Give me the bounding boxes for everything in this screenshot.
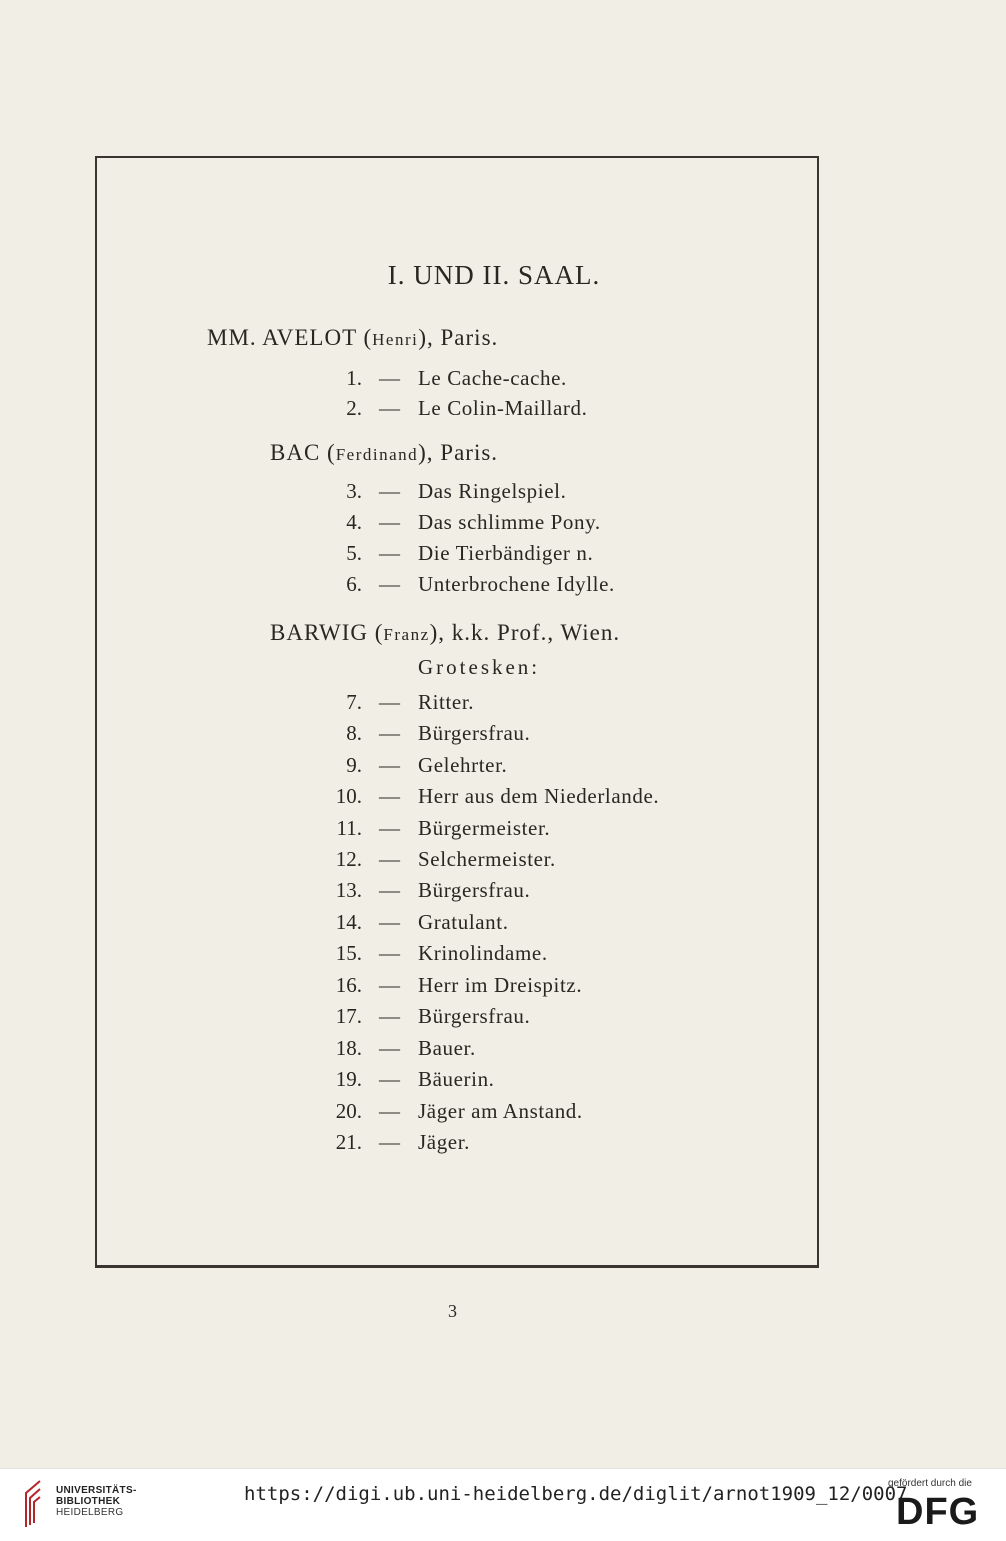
- artist-firstname: Franz: [383, 625, 430, 644]
- dfg-logo: DFG: [896, 1491, 980, 1533]
- item-number: 2.: [346, 396, 362, 420]
- item-number: 6.: [346, 572, 362, 596]
- item-number: 7.: [346, 690, 362, 714]
- item-number: 3.: [346, 479, 362, 503]
- subheading-grotesken: Grotesken:: [418, 655, 541, 679]
- item-dash: —: [379, 510, 400, 534]
- item-title: Herr aus dem Niederlande.: [418, 784, 660, 808]
- page-title: I. UND II. SAAL.: [387, 260, 601, 290]
- artist-city: ), Paris.: [418, 440, 499, 465]
- artist-firstname: Ferdinand: [335, 445, 419, 464]
- item-dash: —: [379, 878, 400, 902]
- item-title: Bäuerin.: [418, 1067, 495, 1091]
- item-dash: —: [379, 479, 400, 503]
- artist-heading-bac: [270, 441, 498, 464]
- item-number: 1.: [346, 366, 362, 390]
- item-dash: —: [379, 973, 400, 997]
- item-dash: —: [379, 690, 400, 714]
- library-line-1: UNIVERSITÄTS-: [56, 1485, 137, 1496]
- item-title: Die Tierbändiger n.: [418, 541, 594, 565]
- page-number: 3: [448, 1301, 457, 1321]
- artist-city: ), Paris.: [418, 325, 499, 350]
- item-title: Bürgersfrau.: [418, 878, 531, 902]
- library-logo-icon: [22, 1479, 44, 1529]
- item-number: 17.: [335, 1004, 362, 1028]
- item-dash: —: [379, 721, 400, 745]
- item-dash: —: [379, 366, 400, 390]
- item-title: Le Cache-cache.: [418, 366, 567, 390]
- item-number: 20.: [335, 1099, 362, 1123]
- item-dash: —: [379, 572, 400, 596]
- item-number: 12.: [335, 847, 362, 871]
- item-title: Gratulant.: [418, 910, 509, 934]
- item-dash: —: [379, 784, 400, 808]
- artist-name: MM. AVELOT (: [207, 325, 373, 350]
- footer-bar: [0, 1468, 1006, 1541]
- item-dash: —: [379, 847, 400, 871]
- item-title: Das schlimme Pony.: [418, 510, 601, 534]
- item-dash: —: [379, 910, 400, 934]
- item-dash: —: [379, 1036, 400, 1060]
- item-title: Jäger.: [418, 1130, 470, 1154]
- item-dash: —: [379, 941, 400, 965]
- item-number: 13.: [335, 878, 362, 902]
- funding-text: gefördert durch die: [888, 1478, 972, 1489]
- item-dash: —: [379, 1099, 400, 1123]
- item-title: Ritter.: [418, 690, 475, 714]
- item-number: 14.: [335, 910, 362, 934]
- artist-heading-barwig: [270, 621, 620, 644]
- item-number: 8.: [346, 721, 362, 745]
- item-title: Herr im Dreispitz.: [418, 973, 583, 997]
- item-dash: —: [379, 396, 400, 420]
- item-number: 9.: [346, 753, 362, 777]
- item-title: Gelehrter.: [418, 753, 508, 777]
- permalink-url[interactable]: https://digi.ub.uni-heidelberg.de/diglit/arnot1909_12/0007: [244, 1483, 908, 1505]
- item-title: Krinolindame.: [418, 941, 548, 965]
- library-line-2: BIBLIOTHEK: [56, 1496, 121, 1507]
- item-title: Le Colin-Maillard.: [418, 396, 588, 420]
- item-dash: —: [379, 1004, 400, 1028]
- item-dash: —: [379, 541, 400, 565]
- item-dash: —: [379, 1130, 400, 1154]
- item-number: 16.: [335, 973, 362, 997]
- item-title: Unterbrochene Idylle.: [418, 572, 615, 596]
- artist-firstname: Henri: [372, 330, 419, 349]
- artist-city: ), k.k. Prof., Wien.: [429, 620, 621, 645]
- library-name: [56, 1485, 137, 1518]
- item-title: Bürgermeister.: [418, 816, 551, 840]
- artist-name: BAC (: [270, 440, 336, 465]
- item-title: Bürgersfrau.: [418, 721, 531, 745]
- item-dash: —: [379, 1067, 400, 1091]
- item-title: Selchermeister.: [418, 847, 556, 871]
- item-number: 15.: [335, 941, 362, 965]
- item-title: Bürgersfrau.: [418, 1004, 531, 1028]
- item-number: 5.: [346, 541, 362, 565]
- item-number: 21.: [335, 1130, 362, 1154]
- artist-name: BARWIG (: [270, 620, 384, 645]
- item-title: Bauer.: [418, 1036, 476, 1060]
- item-dash: —: [379, 816, 400, 840]
- item-title: Das Ringelspiel.: [418, 479, 567, 503]
- library-line-3: HEIDELBERG: [56, 1507, 124, 1518]
- item-number: 10.: [335, 784, 362, 808]
- item-title: Jäger am Anstand.: [418, 1099, 583, 1123]
- artist-heading-avelot: [207, 326, 498, 349]
- item-number: 11.: [336, 816, 362, 840]
- item-dash: —: [379, 753, 400, 777]
- item-number: 4.: [346, 510, 362, 534]
- item-number: 18.: [335, 1036, 362, 1060]
- item-number: 19.: [335, 1067, 362, 1091]
